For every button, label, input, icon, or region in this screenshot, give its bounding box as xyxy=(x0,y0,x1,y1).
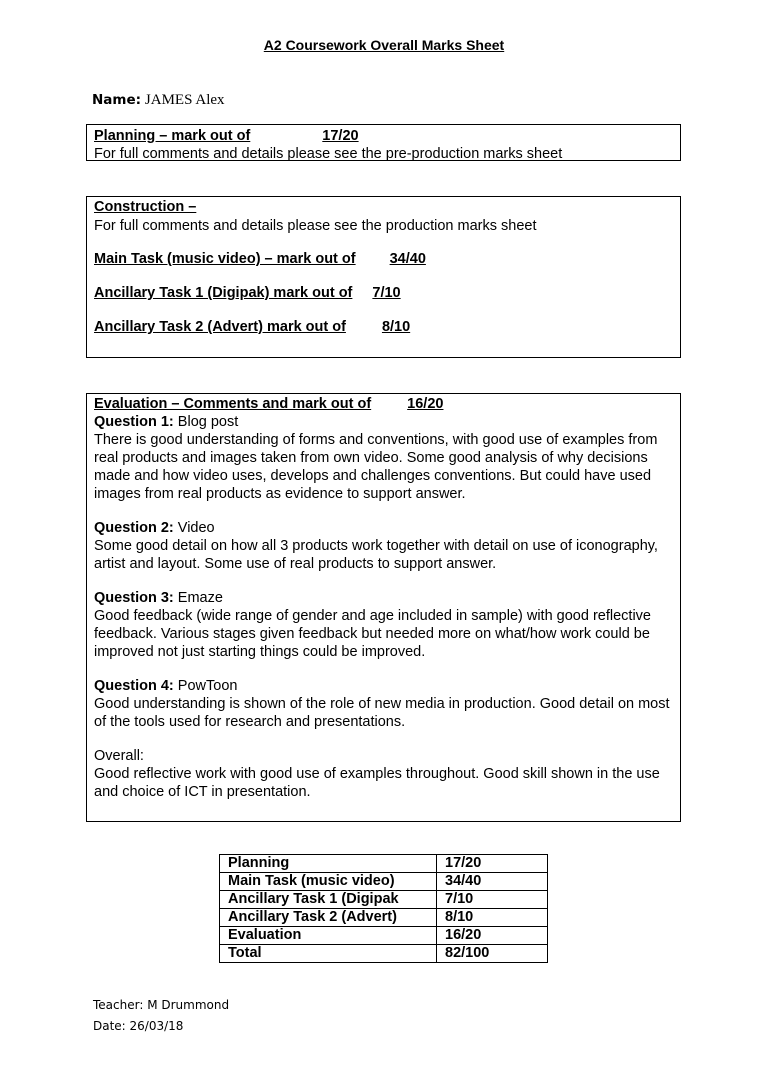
summary-mark: 34/40 xyxy=(437,873,548,891)
question-3-label: Question 3: xyxy=(94,590,174,606)
summary-mark: 16/20 xyxy=(437,927,548,945)
main-task-label: Main Task (music video) – mark out of xyxy=(94,251,356,267)
summary-item: Ancillary Task 2 (Advert) xyxy=(220,909,437,927)
evaluation-box xyxy=(86,393,681,822)
question-1-heading xyxy=(94,413,673,431)
table-row xyxy=(220,945,548,963)
summary-item: Total xyxy=(220,945,437,963)
ancillary-2-line xyxy=(94,318,673,336)
planning-note: For full comments and details please see the pre-production marks sheet xyxy=(94,146,563,162)
question-2-heading xyxy=(94,519,673,537)
summary-mark: 7/10 xyxy=(437,891,548,909)
table-row xyxy=(220,855,548,873)
table-row xyxy=(220,873,548,891)
teacher-name: Teacher: M Drummond xyxy=(93,998,230,1012)
ancillary-2-label: Ancillary Task 2 (Advert) mark out of xyxy=(94,319,346,335)
summary-mark: 17/20 xyxy=(437,855,548,873)
ancillary-2-mark: 8/10 xyxy=(381,319,411,335)
table-row xyxy=(220,891,548,909)
marks-summary-table xyxy=(219,854,548,963)
question-3-text: Good feedback (wide range of gender and age included in sample) with good reflective feedback. Various stages given feedback but needed more on what/how work could be improved not just starting things could be improved. xyxy=(94,608,651,660)
summary-item: Ancillary Task 1 (Digipak xyxy=(220,891,437,909)
construction-note: For full comments and details please see the production marks sheet xyxy=(94,218,537,234)
construction-box xyxy=(86,196,681,358)
ancillary-1-label: Ancillary Task 1 (Digipak) mark out of xyxy=(94,285,353,301)
question-4-label: Question 4: xyxy=(94,678,174,694)
marking-date: Date: 26/03/18 xyxy=(93,1019,184,1033)
table-row xyxy=(220,927,548,945)
overall-label: Overall: xyxy=(94,748,144,764)
document-title: A2 Coursework Overall Marks Sheet xyxy=(263,37,505,53)
planning-heading-line xyxy=(94,127,673,145)
question-2-text: Some good detail on how all 3 products work together with detail on use of iconography, artist and layout. Some use of real products to support answer. xyxy=(94,538,658,572)
student-name-line xyxy=(92,91,225,109)
question-2-topic: Video xyxy=(177,520,215,536)
construction-heading: Construction – xyxy=(94,199,197,215)
summary-item: Planning xyxy=(220,855,437,873)
question-2-label: Question 2: xyxy=(94,520,174,536)
question-4-text: Good understanding is shown of the role of new media in production. Good detail on most of the tools used for research and presentations. xyxy=(94,696,670,730)
summary-item: Evaluation xyxy=(220,927,437,945)
question-3-topic: Emaze xyxy=(177,590,223,606)
evaluation-mark: 16/20 xyxy=(407,396,444,412)
planning-mark: 17/20 xyxy=(322,128,359,144)
question-3-heading xyxy=(94,589,673,607)
summary-mark: 8/10 xyxy=(437,909,548,927)
summary-mark: 82/100 xyxy=(437,945,548,963)
ancillary-1-mark: 7/10 xyxy=(372,285,401,301)
ancillary-1-line xyxy=(94,284,673,302)
question-1-topic: Blog post xyxy=(177,414,239,430)
summary-item: Main Task (music video) xyxy=(220,873,437,891)
table-row xyxy=(220,909,548,927)
question-1-label: Question 1: xyxy=(94,414,174,430)
name-label: Name: xyxy=(92,92,142,108)
question-4-topic: PowToon xyxy=(177,678,238,694)
evaluation-heading-line xyxy=(94,395,673,413)
planning-box xyxy=(86,124,681,161)
student-name: JAMES Alex xyxy=(144,92,225,108)
question-4-heading xyxy=(94,677,673,695)
evaluation-heading: Evaluation – Comments and mark out of xyxy=(94,396,372,412)
main-task-line xyxy=(94,250,673,268)
main-task-mark: 34/40 xyxy=(389,251,426,267)
question-1-text: There is good understanding of forms and conventions, with good use of examples from real products and images taken from own video. Some good analysis of why decisions made and how video uses, develops and challenges conventions. But could have used images from real products as evidence to support answer. xyxy=(94,432,658,502)
overall-text: Good reflective work with good use of examples throughout. Good skill shown in the use and choice of ICT in presentation. xyxy=(94,766,660,800)
planning-heading: Planning – mark out of xyxy=(94,128,251,144)
